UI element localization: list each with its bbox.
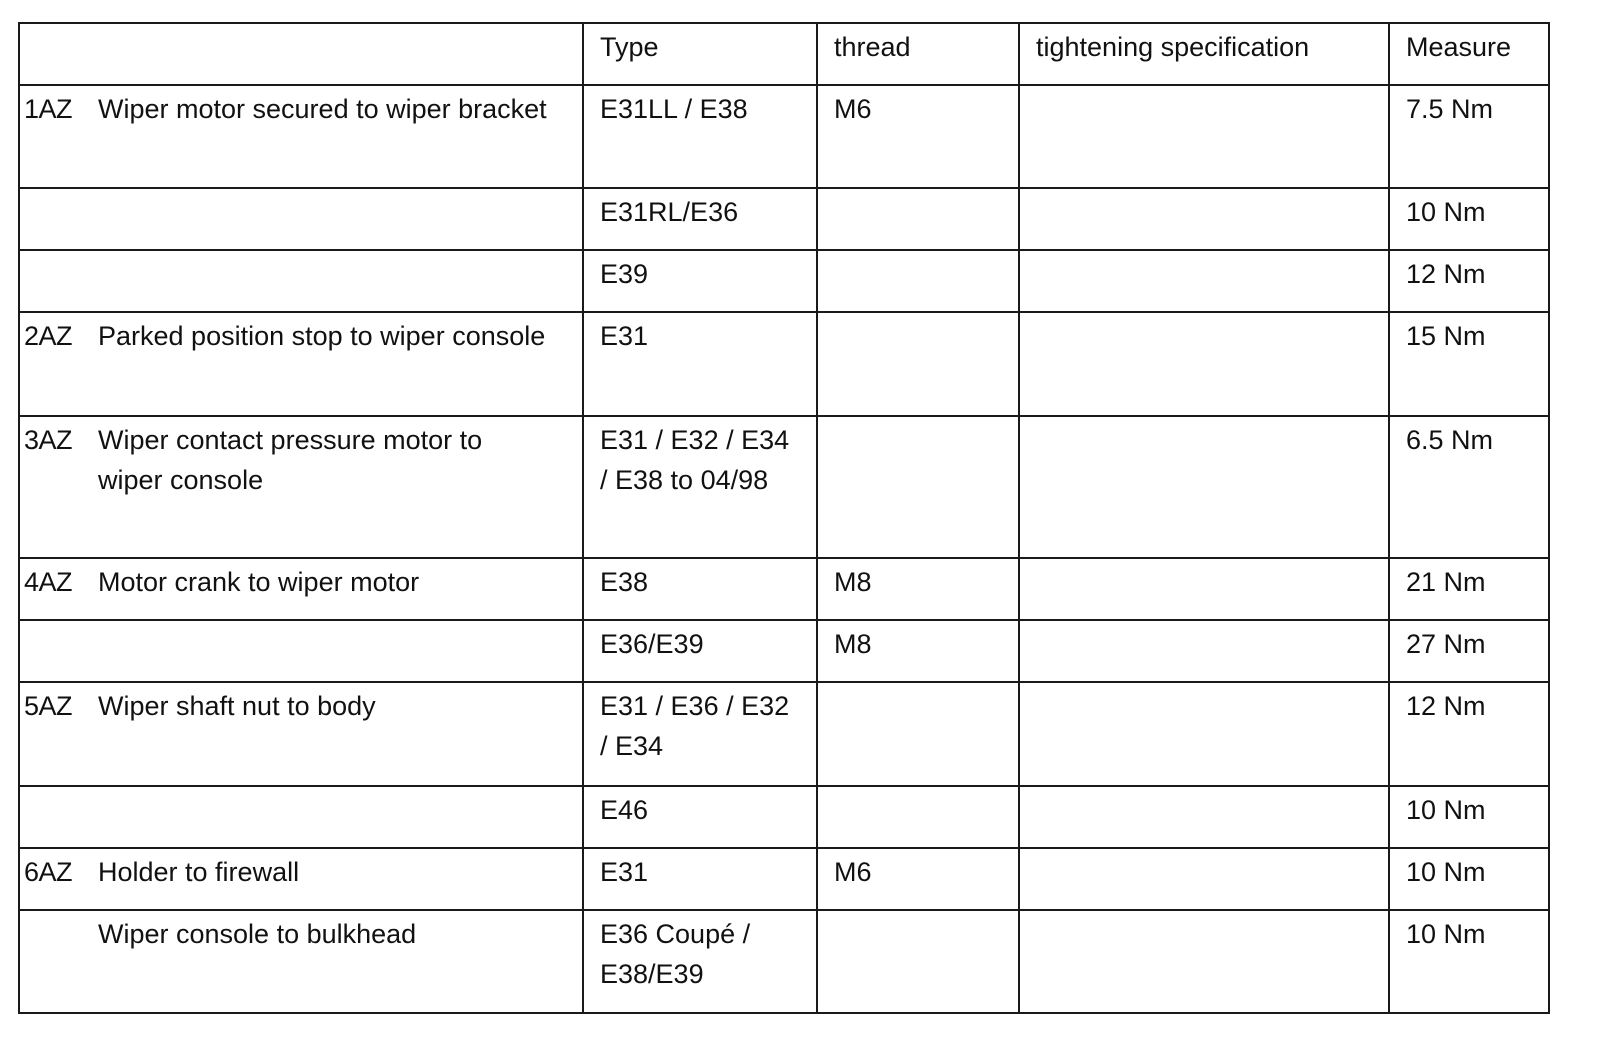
tightening-spec-cell [1019,910,1389,1013]
type-cell: E39 [583,250,817,312]
tightening-spec-cell [1019,85,1389,188]
tightening-spec-cell [1019,558,1389,620]
thread-cell [817,188,1019,250]
table-row [19,786,1549,848]
thread-cell [817,416,1019,558]
item-code: 5AZ [24,691,73,721]
type-cell: E31 / E32 / E34 / E38 to 04/98 [583,416,817,558]
measure-cell: 10 Nm [1389,848,1549,910]
table-row [19,250,1549,312]
header-tightening-specification: tightening specification [1019,23,1389,85]
type-cell: E36/E39 [583,620,817,682]
measure-cell: 10 Nm [1389,910,1549,1013]
description-cell [19,558,583,620]
tightening-spec-cell [1019,848,1389,910]
measure-cell: 21 Nm [1389,558,1549,620]
description-cell [19,848,583,910]
tightening-spec-cell [1019,312,1389,416]
item-code: 3AZ [24,425,73,455]
thread-cell [817,250,1019,312]
description-cell [19,620,583,682]
tightening-spec-cell [1019,188,1389,250]
header-description [19,23,583,85]
header-thread: thread [817,23,1019,85]
item-description: Motor crank to wiper motor [98,567,420,597]
thread-cell [817,312,1019,416]
table-row [19,620,1549,682]
item-code: 2AZ [24,321,73,351]
measure-cell: 15 Nm [1389,312,1549,416]
type-cell: E31 [583,848,817,910]
thread-cell [817,910,1019,1013]
type-cell: E36 Coupé / E38/E39 [583,910,817,1013]
type-cell: E31LL / E38 [583,85,817,188]
header-measure: Measure [1389,23,1549,85]
description-cell [19,910,583,1013]
thread-cell: M8 [817,620,1019,682]
tightening-spec-cell [1019,416,1389,558]
type-cell: E46 [583,786,817,848]
table-row [19,312,1549,416]
type-cell: E31RL/E36 [583,188,817,250]
thread-cell: M6 [817,848,1019,910]
table-row [19,188,1549,250]
description-cell [19,85,583,188]
item-description: Wiper console to bulkhead [98,919,417,949]
description-cell [19,188,583,250]
table-row [19,558,1549,620]
table-row [19,682,1549,786]
table-row [19,910,1549,1013]
measure-cell: 6.5 Nm [1389,416,1549,558]
type-cell: E31 [583,312,817,416]
description-cell [19,416,583,558]
item-description: Holder to firewall [98,857,300,887]
measure-cell: 12 Nm [1389,250,1549,312]
tightening-spec-cell [1019,620,1389,682]
tightening-spec-cell [1019,786,1389,848]
item-code: 6AZ [24,857,73,887]
item-description: Wiper shaft nut to body [98,691,376,721]
thread-cell: M8 [817,558,1019,620]
torque-spec-table [18,22,1550,1014]
description-cell [19,786,583,848]
description-cell [19,312,583,416]
measure-cell: 27 Nm [1389,620,1549,682]
header-type: Type [583,23,817,85]
header-row [19,23,1549,85]
item-description: Wiper motor secured to wiper bracket [98,94,547,124]
measure-cell: 10 Nm [1389,786,1549,848]
type-cell: E31 / E36 / E32 / E34 [583,682,817,786]
description-cell [19,682,583,786]
thread-cell: M6 [817,85,1019,188]
description-cell [19,250,583,312]
item-code: 1AZ [24,94,73,124]
measure-cell: 12 Nm [1389,682,1549,786]
measure-cell: 7.5 Nm [1389,85,1549,188]
item-description: Wiper contact pressure motor to wiper console [98,425,483,495]
type-cell: E38 [583,558,817,620]
item-code: 4AZ [24,567,73,597]
item-description: Parked position stop to wiper console [98,321,546,351]
measure-cell: 10 Nm [1389,188,1549,250]
tightening-spec-cell [1019,682,1389,786]
table-row [19,85,1549,188]
table-row [19,416,1549,558]
thread-cell [817,682,1019,786]
thread-cell [817,786,1019,848]
table-row [19,848,1549,910]
tightening-spec-cell [1019,250,1389,312]
